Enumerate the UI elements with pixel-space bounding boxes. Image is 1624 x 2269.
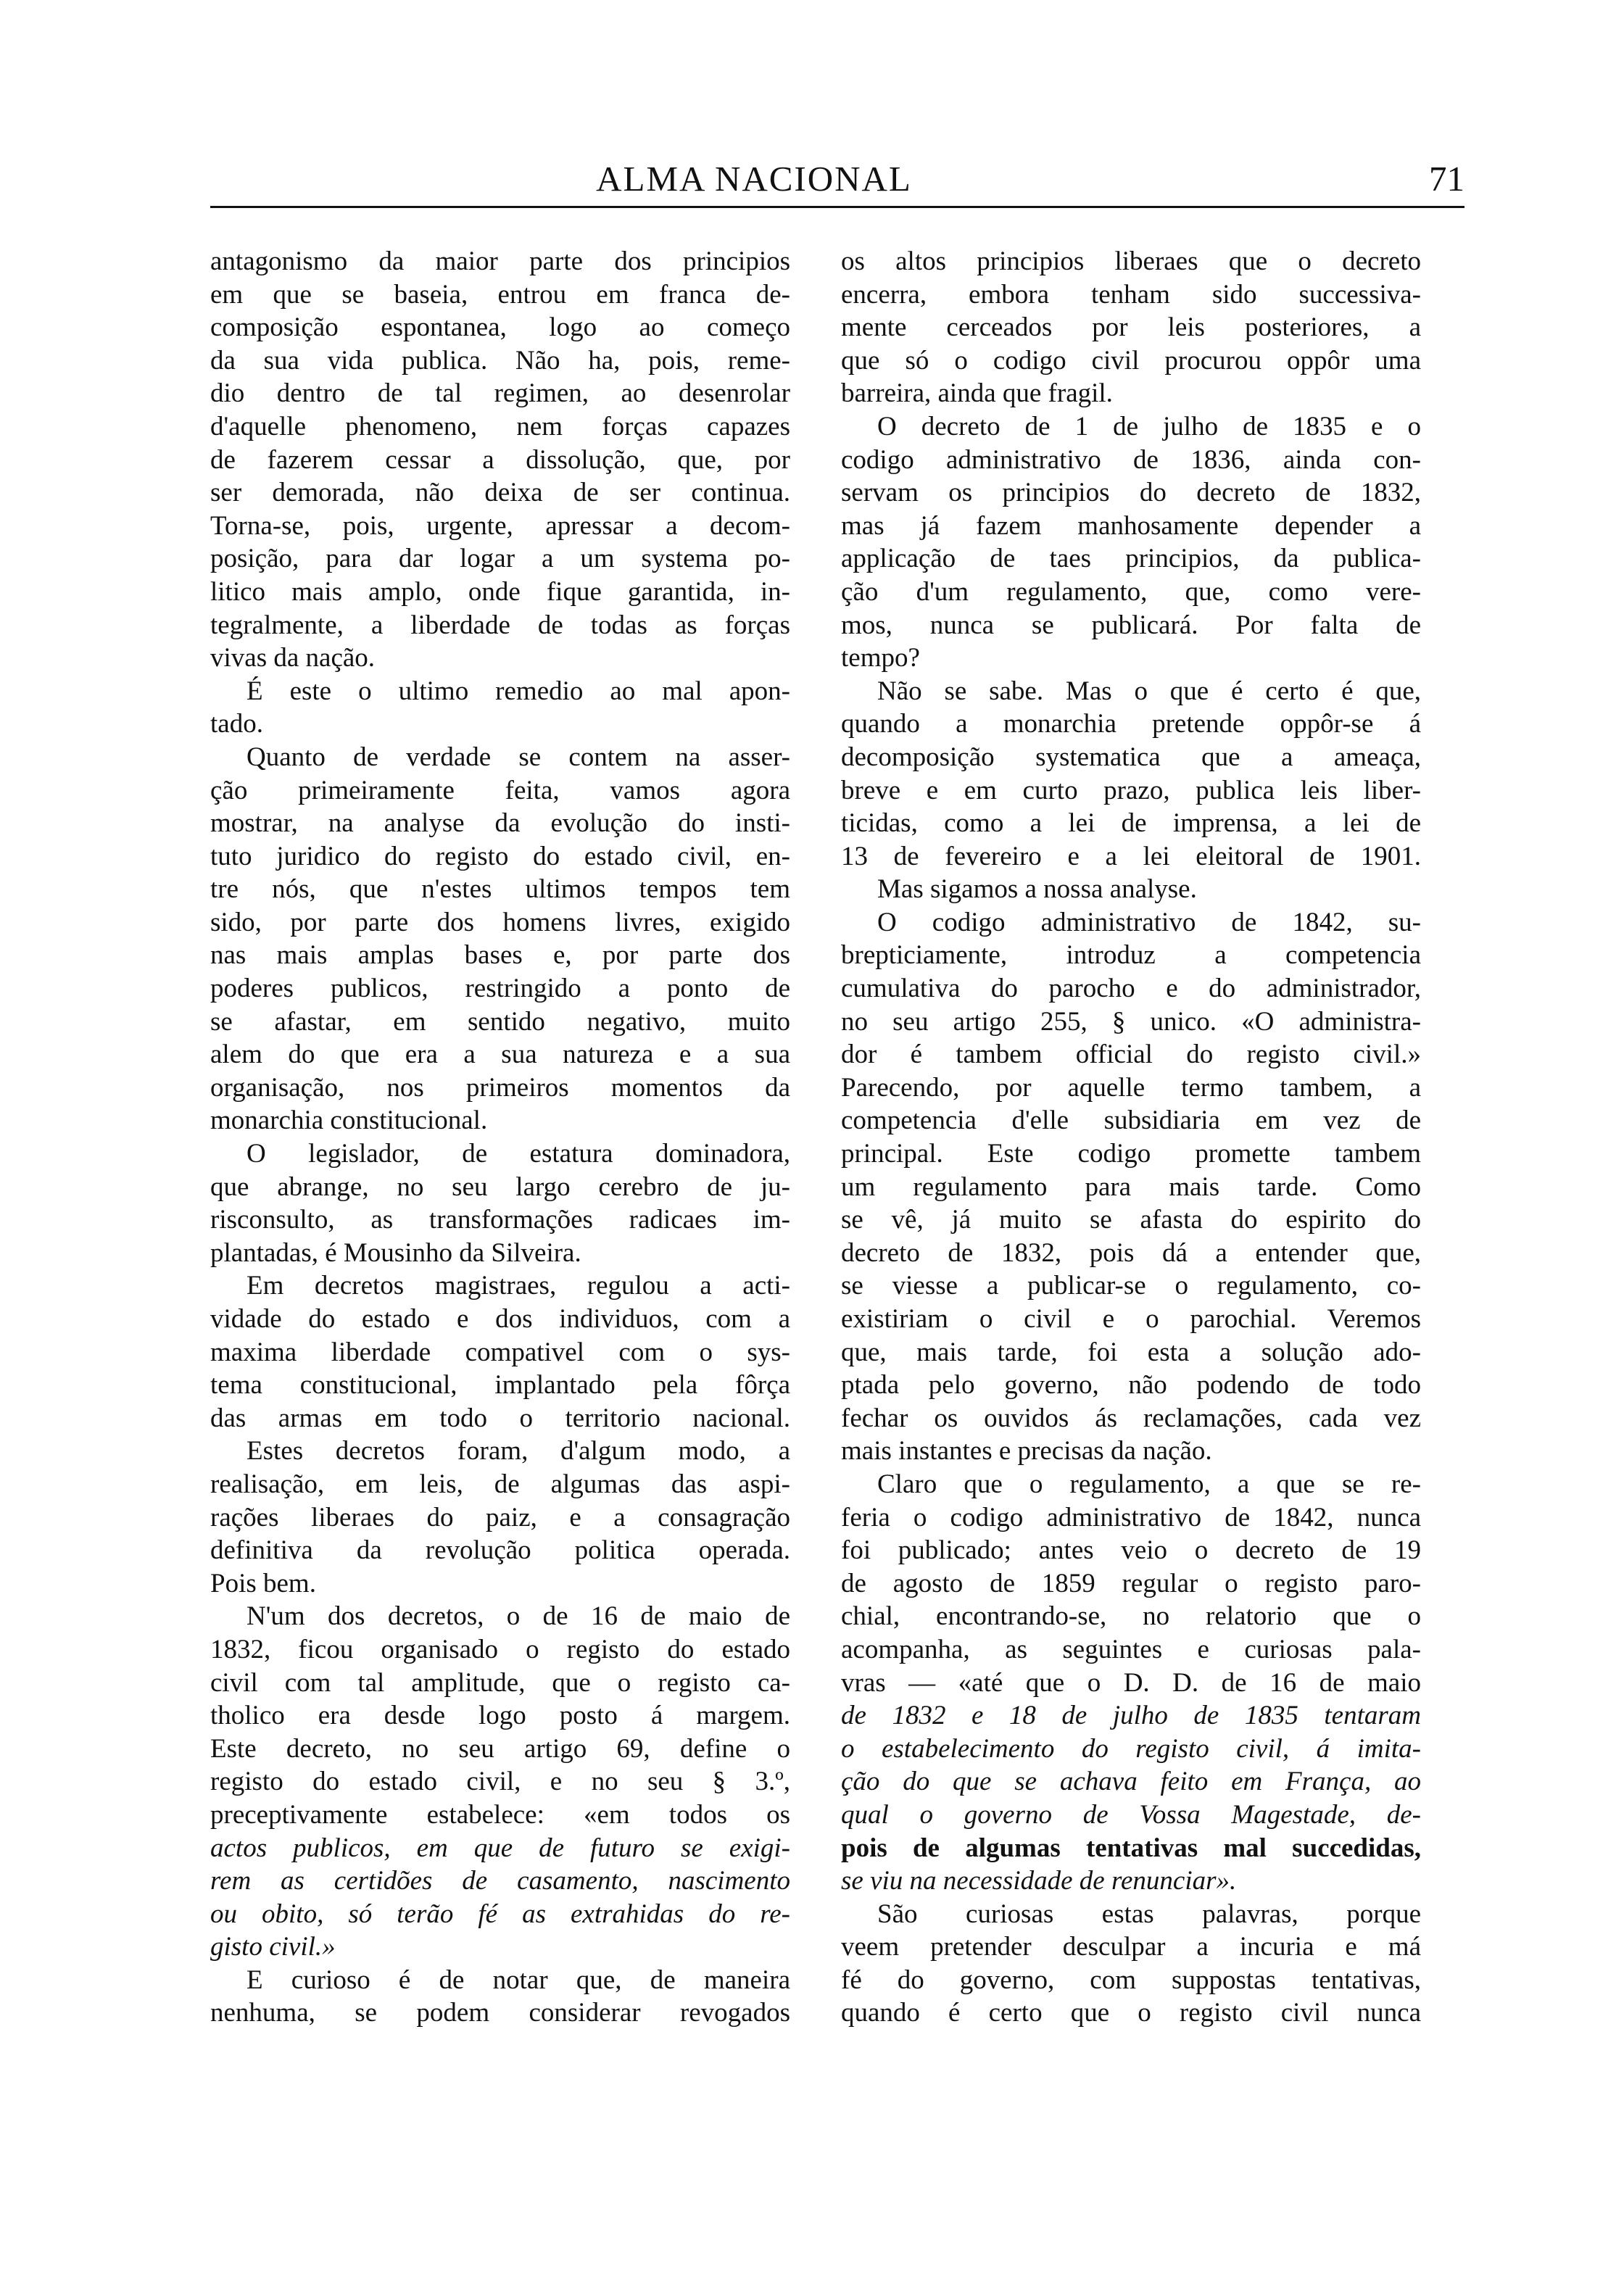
text-line: em que se baseia, entrou em franca de- bbox=[210, 279, 790, 310]
text-line: Estes decretos foram, d'algum modo, a bbox=[246, 1436, 790, 1467]
text-line: E curioso é de notar que, de maneira bbox=[246, 1965, 790, 1995]
text-line: decreto de 1832, pois dá a entender que, bbox=[841, 1237, 1421, 1268]
text-line: mas já fazem manhosamente depender a bbox=[841, 510, 1421, 541]
text-line: que abrange, no seu largo cerebro de ju- bbox=[210, 1171, 790, 1202]
text-line: pois de algumas tentativas mal succedidas, bbox=[841, 1833, 1421, 1863]
text-line: se afastar, em sentido negativo, muito bbox=[210, 1006, 790, 1037]
text-line: ptada pelo governo, não podendo de todo bbox=[841, 1370, 1421, 1401]
text-line: tegralmente, a liberdade de todas as forças bbox=[210, 610, 790, 640]
text-line: É este o ultimo remedio ao mal apon- bbox=[246, 676, 790, 706]
text-line: registo do estado civil, e no seu § 3.º, bbox=[210, 1767, 790, 1797]
text-line: cumulativa do parocho e do administrador, bbox=[841, 974, 1421, 1004]
page-number: 71 bbox=[1429, 159, 1464, 199]
text-line: ou obito, só terão fé as extrahidas do re- bbox=[210, 1899, 790, 1929]
text-line: poderes publicos, restringido a ponto de bbox=[210, 974, 790, 1004]
text-line: mostrar, na analyse da evolução do insti- bbox=[210, 808, 790, 839]
text-line: applicação de taes principios, da publica- bbox=[841, 544, 1421, 574]
text-line: Este decreto, no seu artigo 69, define o bbox=[210, 1733, 790, 1764]
text-line: nas mais amplas bases e, por parte dos bbox=[210, 940, 790, 971]
text-line: risconsulto, as transformações radicaes im- bbox=[210, 1205, 790, 1235]
text-line: dio dentro de tal regimen, ao desenrolar bbox=[210, 378, 790, 409]
text-line: tado. bbox=[210, 709, 263, 739]
text-line: quando é certo que o registo civil nunca bbox=[841, 1998, 1421, 2028]
text-line: actos publicos, em que de futuro se exigi- bbox=[210, 1833, 790, 1863]
text-line: no seu artigo 255, § unico. «O administra- bbox=[841, 1006, 1421, 1037]
text-line: Claro que o regulamento, a que se re- bbox=[877, 1469, 1421, 1499]
text-line: tempo? bbox=[841, 643, 920, 673]
text-line: composição espontanea, logo ao começo bbox=[210, 312, 790, 343]
text-line: acompanha, as seguintes e curiosas pala- bbox=[841, 1634, 1421, 1664]
text-line: tema constitucional, implantado pela fôrça bbox=[210, 1370, 790, 1401]
text-line: existiriam o civil e o parochial. Veremos bbox=[841, 1304, 1421, 1334]
text-line: de agosto de 1859 regular o registo paro- bbox=[841, 1568, 1421, 1598]
text-line: ser demorada, não deixa de ser continua. bbox=[210, 478, 790, 508]
text-line: encerra, embora tenham sido successiva- bbox=[841, 279, 1421, 310]
text-line: antagonismo da maior parte dos principios bbox=[210, 246, 790, 276]
text-line: ção d'um regulamento, que, como vere- bbox=[841, 576, 1421, 607]
text-line: que, mais tarde, foi esta a solução ado- bbox=[841, 1337, 1421, 1367]
text-line: d'aquelle phenomeno, nem forças capazes bbox=[210, 411, 790, 441]
text-line: brepticiamente, introduz a competencia bbox=[841, 940, 1421, 971]
text-line: chial, encontrando-se, no relatorio que o bbox=[841, 1601, 1421, 1632]
text-line: tholico era desde logo posto á margem. bbox=[210, 1701, 790, 1731]
text-line: qual o governo de Vossa Magestade, de- bbox=[841, 1799, 1421, 1830]
text-line: O codigo administrativo de 1842, su- bbox=[877, 907, 1421, 937]
text-line: de fazerem cessar a dissolução, que, por bbox=[210, 444, 790, 475]
text-line: civil com tal amplitude, que o registo ca- bbox=[210, 1667, 790, 1698]
text-line: os altos principios liberaes que o decreto bbox=[841, 246, 1421, 276]
text-line: das armas em todo o territorio nacional. bbox=[210, 1403, 790, 1433]
text-line: ção do que se achava feito em França, ao bbox=[841, 1767, 1421, 1797]
text-line: organisação, nos primeiros momentos da bbox=[210, 1072, 790, 1103]
running-header bbox=[210, 158, 1464, 202]
text-line: rações liberaes do paiz, e a consagração bbox=[210, 1502, 790, 1532]
text-line: vras — «até que o D. D. de 16 de maio bbox=[841, 1667, 1421, 1698]
right-column bbox=[841, 245, 1421, 2030]
text-line: plantadas, é Mousinho da Silveira. bbox=[210, 1237, 581, 1268]
text-line: O legislador, de estatura dominadora, bbox=[246, 1139, 790, 1169]
text-line: alem do que era a sua natureza e a sua bbox=[210, 1040, 790, 1070]
text-line: definitiva da revolução politica operada. bbox=[210, 1535, 790, 1566]
text-line: mente cerceados por leis posteriores, a bbox=[841, 312, 1421, 343]
text-line: preceptivamente estabelece: «em todos os bbox=[210, 1799, 790, 1830]
text-line: quando a monarchia pretende oppôr-se á bbox=[841, 709, 1421, 739]
text-line: se viesse a publicar-se o regulamento, co- bbox=[841, 1271, 1421, 1301]
text-line: Mas sigamos a nossa analyse. bbox=[877, 874, 1197, 905]
text-line: São curiosas estas palavras, porque bbox=[877, 1899, 1421, 1929]
text-line: se viu na necessidade de renunciar». bbox=[841, 1866, 1237, 1896]
text-line: rem as certidões de casamento, nascimento bbox=[210, 1866, 790, 1896]
text-line: fechar os ouvidos ás reclamações, cada vez bbox=[841, 1403, 1421, 1433]
text-line: maxima liberdade compativel com o sys- bbox=[210, 1337, 790, 1367]
text-line: barreira, ainda que fragil. bbox=[841, 378, 1113, 409]
text-line: posição, para dar logar a um systema po- bbox=[210, 544, 790, 574]
text-line: ção primeiramente feita, vamos agora bbox=[210, 775, 790, 805]
text-line: N'um dos decretos, o de 16 de maio de bbox=[246, 1601, 790, 1632]
text-line: gisto civil.» bbox=[210, 1932, 336, 1962]
text-line: Torna-se, pois, urgente, apressar a decom- bbox=[210, 510, 790, 541]
text-line: tuto juridico do registo do estado civil, en- bbox=[210, 841, 790, 871]
text-line: nenhuma, se podem considerar revogados bbox=[210, 1998, 790, 2028]
left-column bbox=[210, 245, 790, 2030]
text-line: da sua vida publica. Não ha, pois, reme- bbox=[210, 345, 790, 376]
text-line: dor é tambem official do registo civil.» bbox=[841, 1040, 1421, 1070]
text-line: Parecendo, por aquelle termo tambem, a bbox=[841, 1072, 1421, 1103]
text-line: que só o codigo civil procurou oppôr uma bbox=[841, 345, 1421, 376]
running-title: ALMA NACIONAL bbox=[596, 159, 912, 199]
text-line: veem pretender desculpar a incuria e má bbox=[841, 1932, 1421, 1962]
text-line: Quanto de verdade se contem na asser- bbox=[246, 742, 790, 772]
text-line: ticidas, como a lei de imprensa, a lei de bbox=[841, 808, 1421, 839]
text-line: mos, nunca se publicará. Por falta de bbox=[841, 610, 1421, 640]
text-line: breve e em curto prazo, publica leis liber- bbox=[841, 775, 1421, 805]
text-line: codigo administrativo de 1836, ainda con- bbox=[841, 444, 1421, 475]
text-line: Não se sabe. Mas o que é certo é que, bbox=[877, 676, 1421, 706]
text-line: sido, por parte dos homens livres, exigido bbox=[210, 907, 790, 937]
text-line: fé do governo, com suppostas tentativas, bbox=[841, 1965, 1421, 1995]
text-line: vidade do estado e dos individuos, com a bbox=[210, 1304, 790, 1334]
text-line: competencia d'elle subsidiaria em vez de bbox=[841, 1106, 1421, 1136]
text-line: o estabelecimento do registo civil, á imita- bbox=[841, 1733, 1421, 1764]
text-line: realisação, em leis, de algumas das aspi- bbox=[210, 1469, 790, 1499]
text-line: Em decretos magistraes, regulou a acti- bbox=[246, 1271, 790, 1301]
text-line: 13 de fevereiro e a lei eleitoral de 1901. bbox=[841, 841, 1421, 871]
text-line: principal. Este codigo promette tambem bbox=[841, 1139, 1421, 1169]
text-line: litico mais amplo, onde fique garantida, in- bbox=[210, 576, 790, 607]
text-line: foi publicado; antes veio o decreto de 19 bbox=[841, 1535, 1421, 1566]
text-line: vivas da nação. bbox=[210, 643, 376, 673]
text-line: servam os principios do decreto de 1832, bbox=[841, 478, 1421, 508]
text-line: O decreto de 1 de julho de 1835 e o bbox=[877, 411, 1421, 441]
text-line: se vê, já muito se afasta do espirito do bbox=[841, 1205, 1421, 1235]
text-line: um regulamento para mais tarde. Como bbox=[841, 1171, 1421, 1202]
text-line: feria o codigo administrativo de 1842, nunca bbox=[841, 1502, 1421, 1532]
header-rule bbox=[210, 206, 1464, 208]
text-line: monarchia constitucional. bbox=[210, 1106, 488, 1136]
text-line: mais instantes e precisas da nação. bbox=[841, 1436, 1212, 1467]
text-line: de 1832 e 18 de julho de 1835 tentaram bbox=[841, 1701, 1421, 1731]
text-line: decomposição systematica que a ameaça, bbox=[841, 742, 1421, 772]
text-line: Pois bem. bbox=[210, 1568, 316, 1598]
text-line: 1832, ficou organisado o registo do estado bbox=[210, 1634, 790, 1664]
text-line: tre nós, que n'estes ultimos tempos tem bbox=[210, 874, 790, 905]
